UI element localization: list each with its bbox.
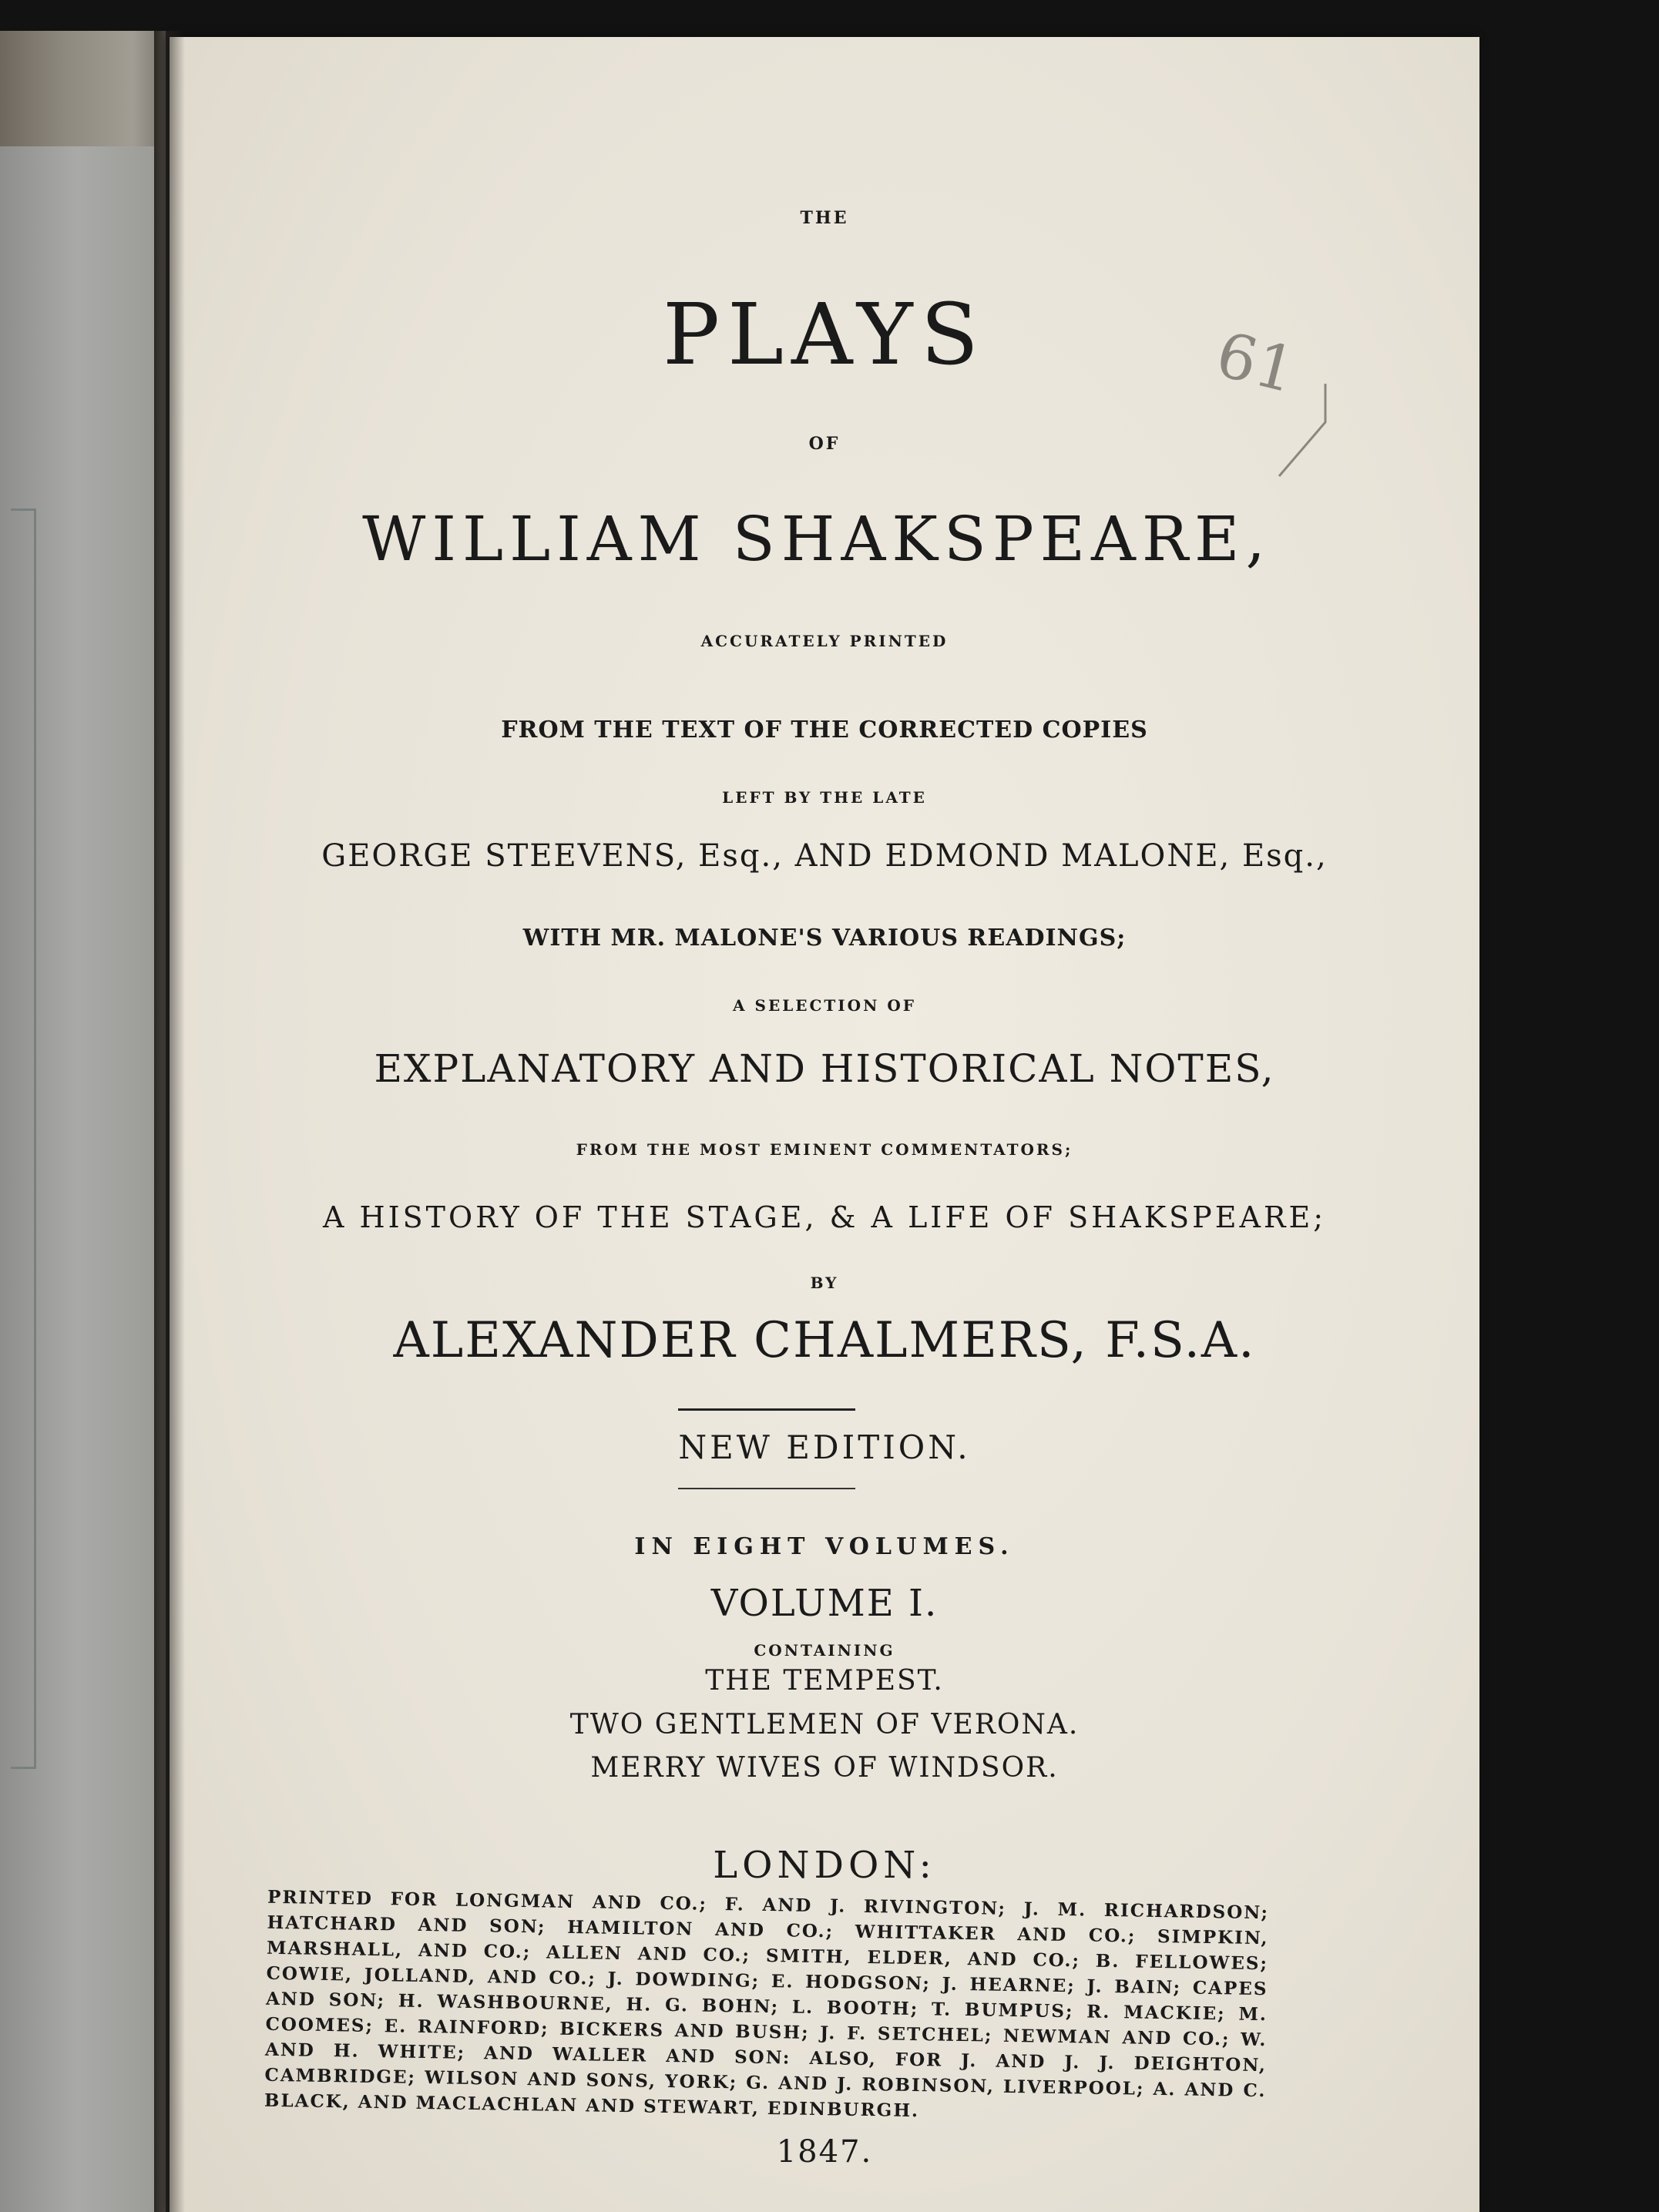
endpaper-border [11,509,36,1769]
city-label: LONDON: [713,1844,936,1887]
content-item: TWO GENTLEMEN OF VERONA. [569,1709,1080,1740]
title-the: THE [800,208,849,228]
accurately-printed: ACCURATELY PRINTED [700,632,949,650]
readings-line: WITH MR. MALONE'S VARIOUS READINGS; [522,925,1127,952]
by-line: BY [810,1274,839,1292]
previous-page-edge [0,31,166,2212]
from-text-line: FROM THE TEXT OF THE CORRECTED COPIES [501,717,1148,743]
edition-label: NEW EDITION. [678,1428,971,1466]
title-page [170,37,1479,2212]
editor-name: ALEXANDER CHALMERS, F.S.A. [393,1312,1256,1369]
content-item: MERRY WIVES OF WINDSOR. [590,1752,1059,1784]
content-item: THE TEMPEST. [705,1665,944,1697]
gutter-shadow [154,31,185,2212]
imprint-text: PRINTED FOR LONGMAN AND CO.; F. AND J. RIVINGTON; J. M. RICHARDSON; HATCHARD AND SON; HAMILTON AND CO.; WHITTAKER AND CO.; SIMPKIN, MARSHALL, AND CO.; ALLEN AND CO.; SMITH, ELDER, AND CO.; B. FELLOWES; COWIE, JOLLAND, AND CO.; J. DOWDING; E. HODGSON; J. HEARNE; J. BAIN; CAPES AND SON; H. WASHBOURNE, H. G. BOHN; L. BOOTH; T. BUMPUS; R. MACKIE; M. COOMES; E. RAINFORD; BICKERS AND BUSH; J. F. SETCHEL; NEWMAN AND CO.; W. AND H. WHITE; AND WALLER AND SON: ALSO, FOR J. AND J. J. DEIGHTON, CAMBRIDGE; WILSON AND SONS, YORK; G. AND J. ROBINSON, LIVERPOOL; A. AND C. BLACK, AND MACLACHLAN AND STEWART, EDINBURGH. [264,1886,1270,2122]
rule-top [678,1408,855,1411]
author-name: WILLIAM SHAKSPEARE, [362,503,1271,575]
volumes-line: IN EIGHT VOLUMES. [634,1533,1015,1560]
left-by-line: LEFT BY THE LATE [722,788,927,807]
containing-line: CONTAINING [754,1641,895,1660]
history-line: A HISTORY OF THE STAGE, & A LIFE OF SHAKSPEARE; [322,1200,1327,1234]
title-plays: PLAYS [662,285,986,384]
title-of: OF [808,434,841,454]
volume-number: VOLUME I. [710,1582,939,1625]
selection-line: A SELECTION OF [733,996,916,1015]
pencil-annotation-text: 61 [1210,318,1303,408]
endpaper [0,146,154,2212]
rule-bottom [678,1488,855,1489]
commentators-line: FROM THE MOST EMINENT COMMENTATORS; [576,1140,1073,1159]
pencil-annotation [1210,299,1364,484]
editors-line: GEORGE STEEVENS, Esq., AND EDMOND MALONE, Esq., [321,838,1328,874]
notes-heading: EXPLANATORY AND HISTORICAL NOTES, [374,1046,1275,1091]
publication-year: 1847. [776,2134,873,2170]
